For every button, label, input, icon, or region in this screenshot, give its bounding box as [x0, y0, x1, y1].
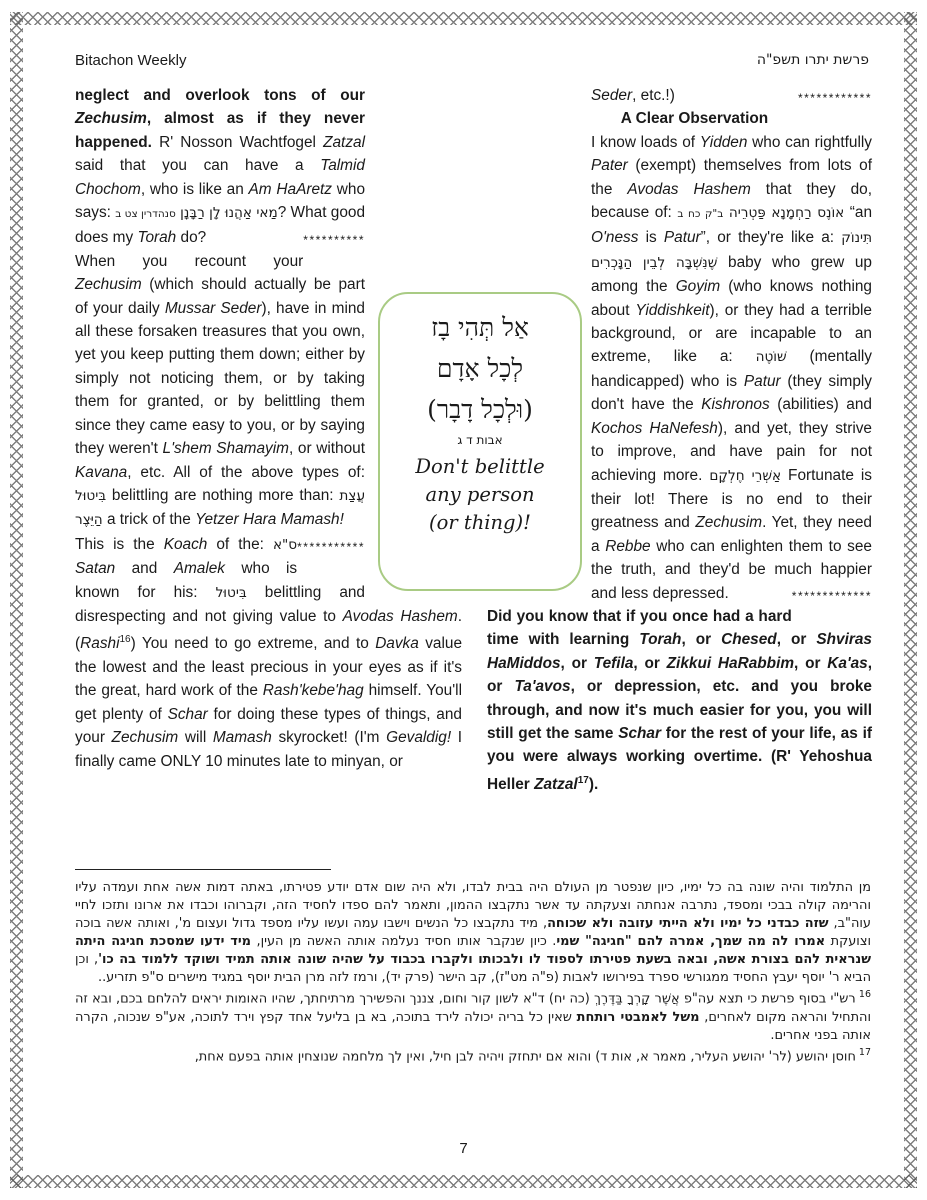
footnote-17: $^{17}$ חוסן יהושע (לר' יהושע העליר, מאמר א, אות ד) והוא אם יתחזק ויהיה לבן חיל, ואין לך מלחמה שנוצחין אותה בפעם אחת,	[194, 1047, 871, 1065]
paragraph: Did you know that if you once had a hard time with learning Torah, or Chesed, or Shviras HaMiddos, or Tefila, or Zikkui HaRabbim, or Ka'as, or Ta'avos, or depression, etc. and you broke through, and now it's much easier for you, you will still get the same Schar for the rest of your life, as if you were always working overtime. (R' Yehoshua Heller Zatzal$^{17}$).	[487, 607, 872, 793]
footnotes-section	[75, 869, 871, 1067]
paragraph: Seder, etc.!) ************	[591, 87, 872, 105]
section-heading: A Clear Observation	[620, 110, 769, 128]
stitch-border-bottom	[10, 1175, 917, 1188]
paragraph: neglect and overlook tons of our Zechusim, almost as if they never happened. R' Nosson Wachtfogel Zatzal said that you can have a Talmid Chochom, who is like an Am HaAretz who says: מַאי אַהֲנוּ לָן רַבָּנָן סנהדרין צט ב ? What good does my Torah do? **********	[75, 87, 365, 248]
paragraph: I know loads of Yidden who can rightfully Pater (exempt) themselves from lots of the Avodas Hashem that they do, because of: אוֹנֶס רַחְמָנָא פַּטְרֵיה ב"ק כח ב “an O'ness is Patur”, or they're like a: תִּינוֹק שֶׁנִּשְׁבָּה לְבֵין הַנָּכְרִים baby who grew up among the Goyim (who knows nothing about Yiddishkeit), or they had a terrible background, or are incapable to an extreme, like a: שׁוֹטֶה (mentally handicapped) who is Patur (they simply don't have the Kishronos (abilities) and Kochos HaNefesh), and yet, they strive to improve, and have pain for not achieving more. אַשְׁרֵי חֶלְקָם Fortunate is their lot! There is no end to their greatness and Zechusim. Yet, they need a Rebbe who can enlighten them to see the truth, and they'd be much happier and less depressed. *************	[591, 133, 873, 603]
paragraph: This is the Koach of the: ס"א Satan and Amalek who is known for his: בִּיטוּל belittling and disrespecting and not giving value to Avodas Hashem. (Rashi$^{16}$) You need to go extreme, and to Davka value the lowest and the least precious in your eyes as if it's the great, hard work of the Rash'kebe'hag himself. You'll get plenty of Schar for doing these types of things, and your Zechusim will Mamash skyrocket! (I'm Gevaldig! I finally came ONLY 10 minutes late to minyan, or	[75, 535, 462, 770]
callout-english-translation: Don't belittle any person (or thing)!	[415, 455, 545, 534]
quote-callout-box	[378, 292, 582, 591]
callout-hebrew-quote: אַל תְּהִי בָז לְכָל אָדָם (וּלְכָל דָבָר)	[427, 313, 533, 424]
footnote-body	[75, 879, 871, 1067]
footnote-separator	[75, 869, 331, 870]
paragraph: When you recount your Zechusim (which should actually be part of your daily Mussar Seder), have in mind all these forsaken treasures that you own, yet you keep putting them down; either by simply not noticing them, or by taking them for granted, or by belittling them since they came easy to you, or by saying they weren't L'shem Shamayim, or without Kavana, etc. All of the above types of: בִּיטוּל belittling are nothing more than: עֲצַת הַיֵּצֶר a trick of the Yetzer Hara Mamash! ***********	[75, 252, 366, 554]
callout-source-citation: אבות ד ג	[457, 433, 503, 447]
newsletter-title: Bitachon Weekly	[75, 52, 187, 69]
footnote-continuation: מן התלמוד והיה שונה בה כל ימיו, כיון שנפטר מן העולם היה בבית לבדו, ולא היה שום אדם יודע פטירתו, באתה דמות אשה אחת ועמדה עליו והרימה קולה בבכי ומספד, נתרבה אנחתה וצעקתה עד אשר נתקבצו ההמון, ותאמר להם ספדו לחסיד הזה, וקברוהו וכבדו את ארונו ותזכו לחיי עוה"ב, שזה כבדני כל ימיו ולא הייתי עזובה ולא שכוחה, מיד נתקבצו כל הנשים וישבו עמה ועשו עליו מספד גדול ועצום מ', ואותה אשה בוכה וצועקת אמרו לה מה שמך, אמרה להם "חגיגה" שמי. כיון שנקבר אותו חסיד נעלמה אותה האשה מן העין, מיד ידעו שמסכת חגיגה היתה שנראית להם בצורת אשה, ובאה בשעת פטירתו לספוד לו ולבכותו ולקברו בכבוד על שהיה שונה אותה תמיד ושוקד ללמוד בה כו', וכן הביא ר' יוסף יעבץ החסיד ממגורשי ספרד בפירושו לאבות (פ"ה מט"ז), קב הישר (פרק יד), ורמז לזה מרן הבית יוסף במגיד מישרים ס"פ תזריע..	[75, 880, 871, 985]
footnote-16: $^{16}$ רש"י בסוף פרשת כי תצא עה"פ אֲשֶׁר קָרְךָ בַּדֶּרֶךְ (כה יח) ד"א לשון קור וחום, צננך והפשירך מרתיחתך, שהיו האומות יראים להלחם בכם, ובא זה והתחיל והראה מקום לאחרים, משל לאמבטי רותחת שאין כל בריה יכולה לירד בתוכה, בא בן בליעל אחד קפץ וירד לתוכה, אע"פ שנכוה, הקרה אותה בפני אחרים.	[75, 989, 871, 1043]
page-header	[75, 52, 869, 69]
stitch-border-top	[10, 12, 917, 25]
stitch-border-right	[904, 12, 917, 1188]
stitch-border-left	[10, 12, 23, 1188]
parsha-date: פרשת יתרו תשפ"ה	[756, 52, 869, 68]
page-number: 7	[459, 1140, 468, 1157]
